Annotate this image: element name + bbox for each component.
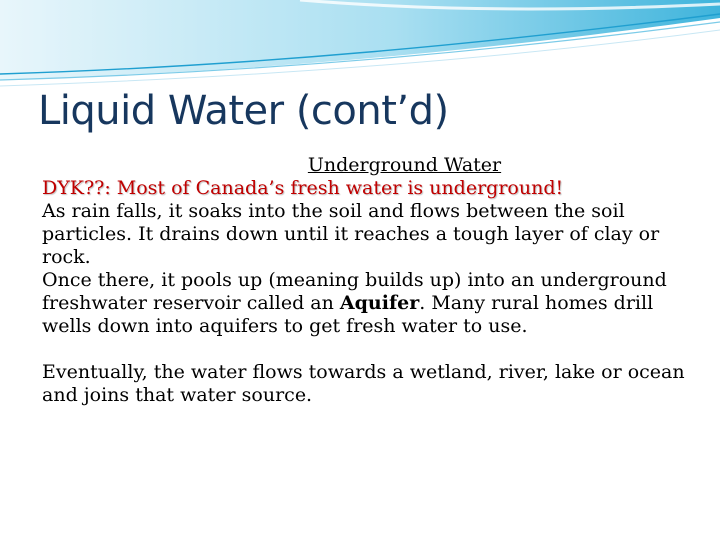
spacer	[42, 338, 687, 361]
paragraph-aquifer-end: . Many rural homes drill wells down into aquifers to get fresh water to use.	[42, 292, 654, 337]
slide-title: Liquid Water (cont’d)	[38, 88, 449, 134]
header-wave-decoration	[0, 0, 720, 90]
paragraph-rain: As rain falls, it soaks into the soil and flows between the soil particles. It drains down until it reaches a tough layer of clay or rock.	[42, 200, 660, 268]
subheading: Underground Water	[307, 154, 502, 176]
paragraph-eventually: Eventually, the water flows towards a wetland, river, lake or ocean and joins that water source.	[42, 361, 685, 406]
slide-body	[42, 154, 687, 407]
aquifer-term: Aquifer	[339, 292, 420, 314]
paragraph-aquifer-start: Once there, it pools up (meaning builds up) into an underground freshwater reservoir called an	[42, 269, 667, 314]
paragraph-aquifer	[42, 269, 687, 338]
dyk-fact: DYK??: Most of Canada’s fresh water is underground!	[42, 177, 564, 199]
